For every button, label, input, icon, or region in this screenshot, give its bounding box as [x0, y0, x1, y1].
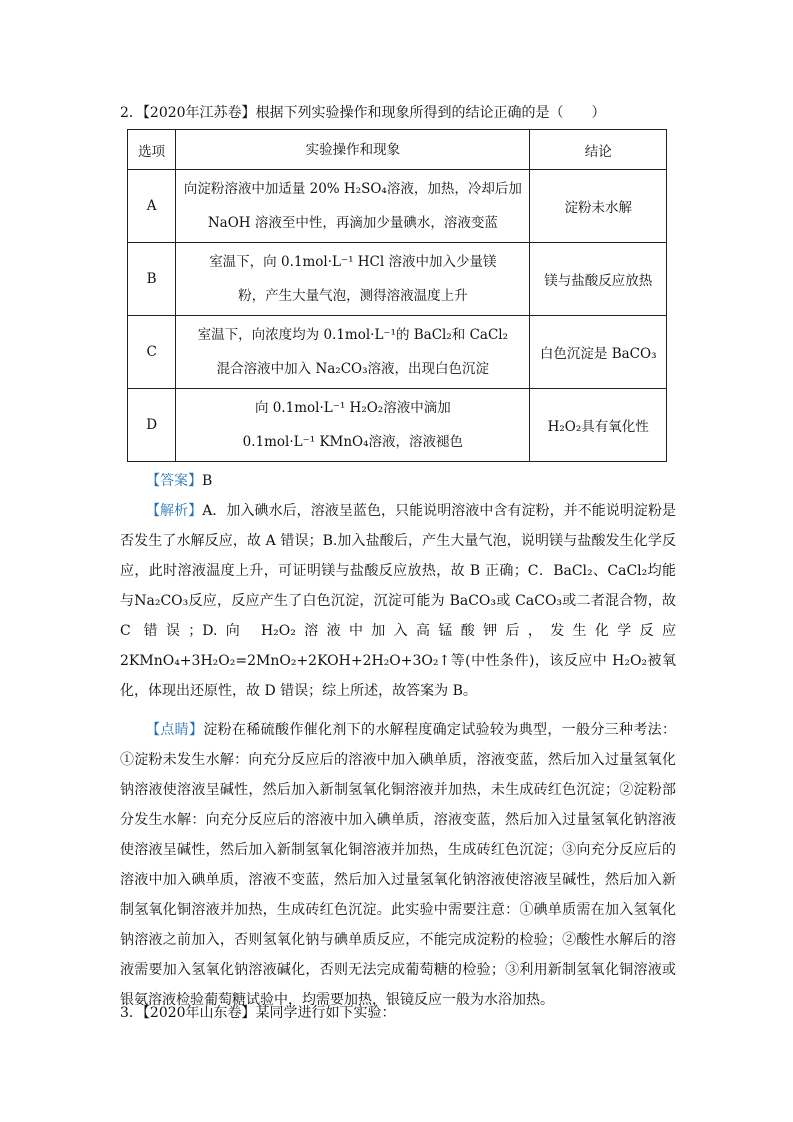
option-cell: C — [128, 316, 176, 389]
operation-cell — [176, 243, 530, 316]
note-text: 淀粉在稀硫酸作催化剂下的水解程度确定试验较为典型，一般分三种考法：①淀粉未发生水解：向充分反应后的溶液中加入碘单质，溶液变蓝，然后加入过量氢氧化钠溶液使溶液呈碱性，然后加入新制氢氧化铜溶液并加热，未生成砖红色沉淀；②淀粉部分发生水解：向充分反应后的溶液中加入碘单质，溶液变蓝，然后加入过量氢氧化钠溶液使溶液呈碱性，然后加入新制氢氧化铜溶液并加热，生成砖红色沉淀；③向充分反应后的溶液中加入碘单质，溶液不变蓝，然后加入过量氢氧化钠溶液使溶液呈碱性，然后加入新制氢氧化铜溶液并加热，生成砖红色沉淀。此实验中需要注意：①碘单质需在加入氢氧化钠溶液之前加入，否则氢氧化钠与碘单质反应，不能完成淀粉的检验；②酸性水解后的溶液需要加入氢氧化钠溶液碱化，否则无法完成葡萄糖的检验；③利用新制氢氧化铜溶液或银氨溶液检验葡萄糖试验中，均需要加热，银镜反应一般为水浴加热。 — [120, 722, 677, 1008]
operation-line: NaOH 溶液至中性，再滴加少量碘水，溶液变蓝 — [207, 215, 498, 231]
operation-line: 0.1mol·L⁻¹ KMnO₄溶液，溶液褪色 — [242, 434, 464, 450]
operation-line: 室温下，向 0.1mol·L⁻¹ HCl 溶液中加入少量镁 — [209, 254, 497, 270]
operation-line: 向 0.1mol·L⁻¹ H₂O₂溶液中滴加 — [254, 400, 451, 416]
operation-line: 向淀粉溶液中加适量 20% H₂SO₄溶液，加热，冷却后加 — [183, 181, 522, 197]
answer-value: B — [202, 473, 213, 489]
note-paragraph — [120, 715, 676, 1015]
table-row — [128, 316, 667, 389]
conclusion-cell: H₂O₂具有氧化性 — [530, 389, 667, 462]
conclusion-cell: 镁与盐酸反应放热 — [530, 243, 667, 316]
analysis-text: A．加入碘水后，溶液呈蓝色，只能说明溶液中含有淀粉，并不能说明淀粉是否发生了水解反应，故 A 错误；B.加入盐酸后，产生大量气泡，说明镁与盐酸发生化学反应，此时溶液温度上升，可证明镁与盐酸反应放热，故 B 正确；C．BaCl₂、CaCl₂均能与Na₂CO₃反应，反应产生了白色沉淀，沉淀可能为 BaCO₃或 CaCO₃或二者混合物，故 C 错误；D.向 H₂O₂溶液中加入高锰酸钾后，发生化学反应 2KMnO₄+3H₂O₂=2MnO₂+2KOH+2H₂O+3O₂↑等(中性条件)，该反应中 H₂O₂被氧化，体现出还原性，故 D 错误；综上所述，故答案为 B。 — [120, 503, 677, 699]
experiment-table — [127, 129, 667, 462]
question-number: 3． — [120, 1005, 143, 1021]
table-row — [128, 389, 667, 462]
operation-cell — [176, 389, 530, 462]
question-number: 2． — [120, 105, 143, 121]
table-row — [128, 243, 667, 316]
header-conclusion: 结论 — [530, 130, 667, 170]
answer-label: 【答案】 — [146, 473, 202, 489]
question-stem: 根据下列实验操作和现象所得到的结论正确的是（ ） — [255, 105, 606, 121]
option-cell: A — [128, 170, 176, 243]
question-3 — [120, 1002, 396, 1022]
question-2 — [120, 102, 606, 122]
question-source: 【2020年江苏卷】 — [142, 105, 256, 121]
question-stem: 某同学进行如下实验： — [255, 1005, 396, 1021]
operation-cell — [176, 170, 530, 243]
operation-line: 粉，产生大量气泡，测得溶液温度上升 — [238, 288, 468, 304]
operation-line: 混合溶液中加入 Na₂CO₃溶液，出现白色沉淀 — [216, 361, 490, 377]
conclusion-cell: 淀粉未水解 — [530, 170, 667, 243]
question-source: 【2020年山东卷】 — [142, 1005, 256, 1021]
note-label: 【点睛】 — [146, 722, 204, 738]
table-header-row — [128, 130, 667, 170]
operation-line: 室温下，向浓度均为 0.1mol·L⁻¹的 BaCl₂和 CaCl₂ — [197, 327, 509, 343]
answer-line — [146, 470, 212, 490]
header-option: 选项 — [128, 130, 176, 170]
analysis-paragraph — [120, 496, 676, 706]
option-cell: D — [128, 389, 176, 462]
option-cell: B — [128, 243, 176, 316]
table-row — [128, 170, 667, 243]
header-operation: 实验操作和现象 — [176, 130, 530, 170]
conclusion-cell: 白色沉淀是 BaCO₃ — [530, 316, 667, 389]
analysis-label: 【解析】 — [146, 503, 203, 519]
operation-cell — [176, 316, 530, 389]
